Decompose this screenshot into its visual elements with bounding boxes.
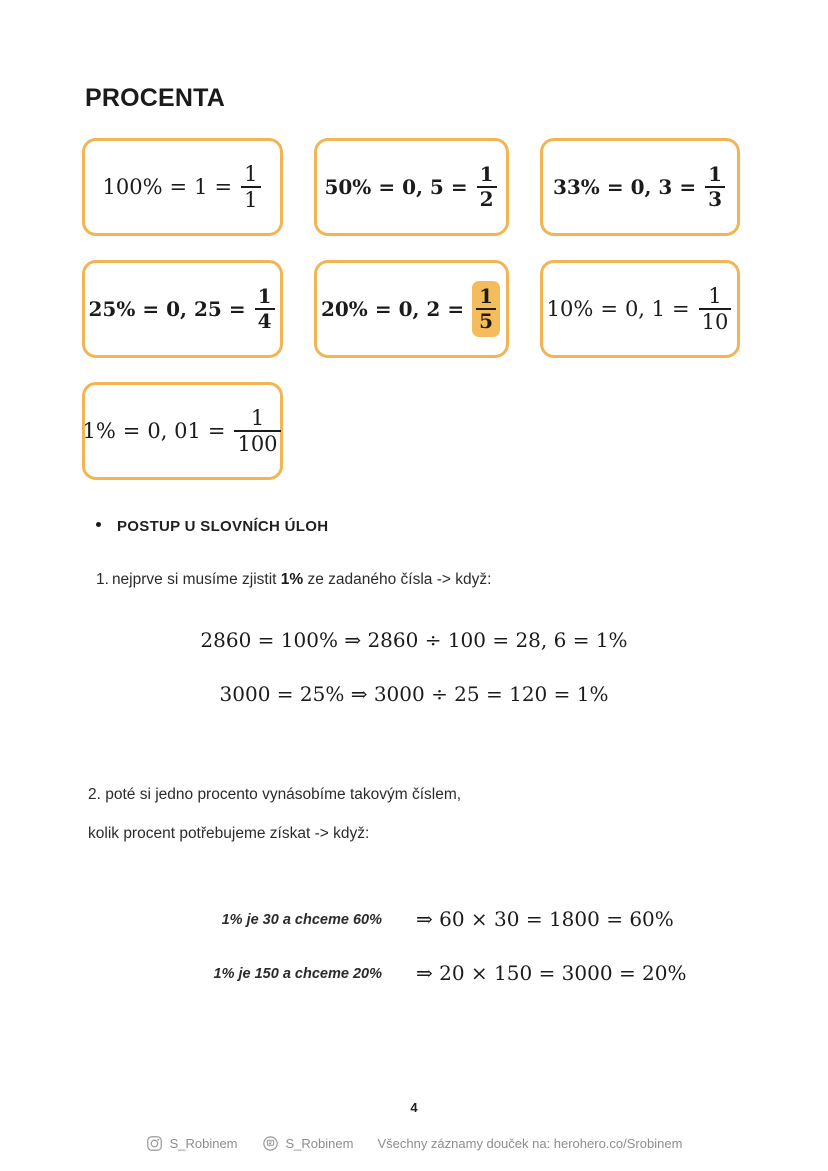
box-25 [82, 260, 283, 358]
box-25-expression [89, 286, 277, 332]
box-20 [314, 260, 509, 358]
step-1 [96, 571, 491, 589]
box-33 [540, 138, 740, 236]
box-1-denominator: 100 [237, 431, 278, 456]
box-20-fraction [472, 281, 500, 337]
box-50-fraction [477, 164, 497, 210]
bullet-heading-label: POSTUP U SLOVNÍCH ÚLOH [117, 518, 329, 535]
page-footer [0, 1135, 828, 1152]
box-1 [82, 382, 283, 480]
ex-60-label: 1% je 30 a chceme 60% [221, 912, 382, 928]
formula-box-row [82, 382, 752, 480]
footer-tiktok-handle: S_Robinem [285, 1136, 354, 1151]
box-50-numerator: 1 [479, 162, 494, 187]
box-50 [314, 138, 509, 236]
equation-3000-math: 3000 = 25% ⇒ 3000 ÷ 25 = 120 = 1% [219, 682, 609, 706]
box-10-denominator: 10 [701, 309, 729, 334]
box-100-fraction [241, 163, 260, 211]
box-100-percent: 100% [102, 174, 163, 199]
box-20-numerator: 1 [479, 284, 494, 309]
box-33-equals-1: = [606, 175, 624, 199]
example-list [0, 893, 828, 1001]
box-20-percent: 20% [320, 297, 368, 321]
box-25-numerator: 1 [257, 284, 272, 309]
chat-bubble-icon [262, 1135, 279, 1152]
example-row [0, 893, 828, 947]
step-2 [88, 775, 592, 853]
page-title: PROCENTA [85, 84, 226, 112]
box-20-equals-2: = [447, 297, 465, 321]
box-25-denominator: 4 [257, 308, 272, 333]
box-20-expression [321, 281, 502, 337]
box-33-numerator: 1 [708, 162, 723, 187]
box-33-denominator: 3 [708, 186, 723, 211]
box-10-expression [547, 285, 734, 333]
box-50-percent: 50% [324, 175, 372, 199]
box-1-equals-1: = [122, 418, 141, 443]
footer-tiktok[interactable] [262, 1135, 354, 1152]
box-100 [82, 138, 283, 236]
box-10-equals-1: = [600, 296, 618, 321]
bullet-dot-icon [96, 522, 101, 527]
box-25-equals-1: = [142, 297, 160, 321]
box-25-equals-2: = [228, 297, 246, 321]
box-25-fraction [255, 286, 275, 332]
box-50-equals-1: = [378, 175, 396, 199]
step-2-line-2: kolik procent potřebujeme získat -> když: [88, 825, 370, 842]
equation-2860 [0, 630, 828, 652]
step-1-text-before: nejprve si musíme zjistit [111, 571, 281, 588]
ex-20-math-wrap [416, 963, 687, 985]
box-100-equals-1: = [169, 174, 188, 199]
box-1-percent: 1% [82, 418, 116, 443]
box-33-fraction [705, 164, 725, 210]
ex-20-math: ⇒ 20 × 150 = 3000 = 20% [416, 961, 687, 985]
footer-instagram[interactable] [146, 1135, 238, 1152]
ex-60-math-wrap [416, 909, 674, 931]
box-100-decimal: 1 [194, 174, 208, 199]
box-20-decimal: 0, 2 [398, 297, 441, 321]
bullet-heading [96, 518, 328, 535]
step-1-text [112, 571, 492, 589]
box-10-percent: 10% [546, 296, 594, 321]
box-33-expression [553, 164, 727, 210]
box-1-fraction [234, 407, 280, 455]
box-1-decimal: 0, 01 [147, 418, 201, 443]
formula-box-row [82, 138, 752, 236]
box-33-decimal: 0, 3 [630, 175, 673, 199]
box-25-percent: 25% [88, 297, 136, 321]
box-20-denominator: 5 [479, 308, 494, 333]
box-100-expression [102, 163, 262, 211]
box-50-equals-2: = [450, 175, 468, 199]
step-1-number: 1. [96, 571, 109, 588]
step-1-text-after: ze zadaného čísla -> když: [303, 571, 492, 588]
box-10-fraction [699, 285, 732, 333]
footer-instagram-handle: S_Robinem [169, 1136, 238, 1151]
ex-20-label: 1% je 150 a chceme 20% [213, 966, 382, 982]
formula-box-grid [82, 138, 752, 504]
equation-3000 [0, 684, 828, 706]
box-10 [540, 260, 740, 358]
box-33-equals-2: = [679, 175, 697, 199]
box-100-numerator: 1 [244, 162, 258, 187]
box-50-expression [324, 164, 498, 210]
box-10-numerator: 1 [708, 284, 722, 309]
step-2-line-1: 2. poté si jedno procento vynásobíme takovým číslem, [88, 786, 462, 803]
example-row [0, 947, 828, 1001]
page-number: 4 [410, 1100, 418, 1115]
box-10-decimal: 0, 1 [624, 296, 666, 321]
instagram-icon [146, 1135, 163, 1152]
footer-note [377, 1136, 682, 1151]
box-1-equals-2: = [207, 418, 226, 443]
footer-note-text: Všechny záznamy douček na: herohero.co/Srobinem [377, 1136, 683, 1151]
box-10-equals-2: = [672, 296, 690, 321]
box-50-denominator: 2 [479, 186, 494, 211]
box-20-equals-1: = [374, 297, 392, 321]
formula-box-row [82, 260, 752, 358]
box-1-expression [82, 407, 282, 455]
box-50-decimal: 0, 5 [402, 175, 444, 199]
ex-60-math: ⇒ 60 × 30 = 1800 = 60% [416, 907, 674, 931]
box-100-equals-2: = [214, 174, 233, 199]
step-1-emphasis: 1% [280, 571, 304, 588]
box-33-percent: 33% [552, 175, 600, 199]
box-25-decimal: 0, 25 [166, 297, 222, 321]
equation-2860-math: 2860 = 100% ⇒ 2860 ÷ 100 = 28, 6 = 1% [200, 628, 628, 652]
box-100-denominator: 1 [244, 187, 258, 212]
box-1-numerator: 1 [250, 406, 265, 431]
